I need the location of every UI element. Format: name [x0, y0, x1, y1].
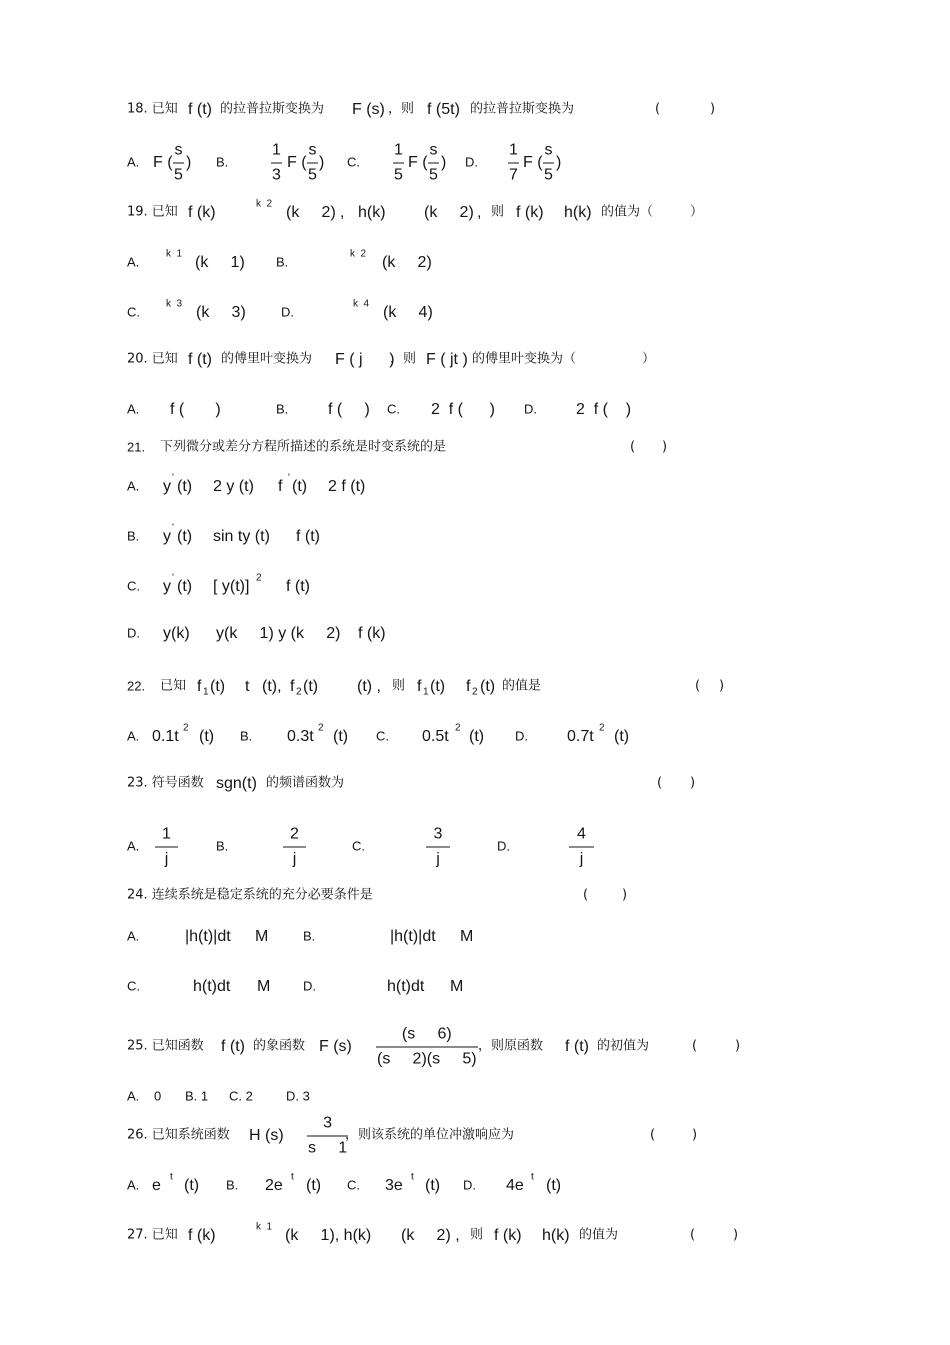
math-expression: 0.7t [567, 727, 594, 745]
math-expression: F (s) [319, 1037, 352, 1055]
math-expression: f (k) [358, 624, 386, 642]
question-text: 的傅里叶变换为 [221, 351, 313, 367]
question-lead: 18. 已知 [127, 101, 178, 117]
question-text: 下列微分或差分方程所描述的系统是时变系统的是 [160, 439, 447, 455]
fraction [376, 1026, 478, 1069]
fraction-denominator: j [292, 850, 297, 868]
option-label: C. [347, 154, 360, 170]
answer-bracket-close: ) [733, 1227, 739, 1243]
option-label: D. [465, 154, 478, 170]
superscript: t [411, 1171, 414, 1183]
superscript: 2 [183, 722, 189, 734]
math-expression: h(k) [358, 203, 386, 221]
option-label: D. [515, 728, 528, 744]
math-expression: f (t) [286, 577, 310, 595]
math-expression: (t) [425, 1176, 441, 1194]
math-expression: [ y(t)] [213, 577, 250, 595]
question-text: 的值为 [579, 1227, 619, 1243]
math-expression: (t), [262, 677, 282, 695]
math-expression: 2 f ( ) [431, 400, 496, 418]
question-text: 已知 [160, 678, 187, 694]
math-expression: f [197, 677, 202, 695]
question-text: 则 [491, 204, 505, 220]
answer-bracket-open: ( [655, 101, 661, 117]
math-expression: f [466, 677, 471, 695]
math-expression: f (t) [188, 100, 212, 118]
question-text: 的拉普拉斯变换为 [220, 101, 325, 117]
math-expression: 0.1t [152, 727, 179, 745]
fraction-numerator: 1 [155, 826, 178, 848]
fraction [569, 826, 594, 869]
math-expression: sgn(t) [216, 774, 257, 792]
fraction [508, 142, 519, 185]
fraction [155, 826, 178, 869]
option-label: B. [216, 838, 229, 854]
math-expression: h(t)dt [387, 977, 425, 995]
answer-bracket-close: ) [719, 678, 725, 694]
option-label: C. [347, 1177, 360, 1193]
fraction-denominator: 5 [429, 166, 438, 184]
question-text: ，则该系统的单位冲激响应为 [345, 1127, 515, 1143]
math-expression: f (k) [494, 1226, 522, 1244]
math-expression: (t) , [357, 677, 381, 695]
math-expression: (t) [210, 677, 226, 695]
fraction [271, 142, 282, 185]
math-expression: (t) [469, 727, 485, 745]
option-label: C. [127, 578, 140, 594]
fraction [428, 142, 439, 185]
superscript: k 1 [166, 248, 183, 260]
math-expression: h(t)dt [193, 977, 231, 995]
superscript: k 2 [350, 248, 367, 260]
option-label: A. [127, 254, 140, 270]
math-expression: (k 2) [424, 203, 474, 221]
option-label: A. [127, 478, 140, 494]
fraction-denominator: 5 [544, 166, 553, 184]
math-expression: f (k) [188, 203, 216, 221]
math-expression: (t) [306, 1176, 322, 1194]
math-expression: M [450, 977, 464, 995]
math-expression: (t) [333, 727, 349, 745]
question-text: 的初值为 [597, 1038, 650, 1054]
math-expression: h(k) [564, 203, 592, 221]
answer-bracket-open: ( [657, 775, 663, 791]
option-label: A. [127, 1177, 140, 1193]
superscript: k 1 [256, 1221, 273, 1233]
math-expression: F ( [408, 153, 428, 171]
superscript: t [291, 1171, 294, 1183]
option-label: C. [127, 304, 140, 320]
answer-bracket-open: ( [583, 887, 589, 903]
math-expression: ) [441, 153, 447, 171]
math-expression: |h(t)|dt [390, 927, 436, 945]
math-expression: F ( [287, 153, 307, 171]
math-expression: sin ty (t) [213, 527, 270, 545]
answer-bracket-close: ） [642, 351, 656, 367]
math-expression: f [290, 677, 295, 695]
option-label: A. [127, 728, 140, 744]
fraction-denominator: 5 [308, 166, 317, 184]
superscript: 2 [599, 722, 605, 734]
fraction-denominator: 3 [272, 166, 281, 184]
question-lead: 24. 连续系统是稳定系统的充分必要条件是 [127, 887, 373, 903]
math-expression: h(k) [542, 1226, 570, 1244]
math-expression: f (t) [188, 350, 212, 368]
math-expression: (t) [430, 677, 446, 695]
subscript: 1 [203, 686, 209, 698]
option-c: C. 2 [229, 1088, 253, 1104]
option-label: B. [226, 1177, 239, 1193]
math-expression: , [340, 203, 345, 221]
fraction-numerator: 3 [307, 1115, 348, 1137]
superscript: 2 [455, 722, 461, 734]
answer-bracket-close: ) [690, 775, 696, 791]
superscript: 2 [318, 722, 324, 734]
prime-mark: ' [288, 472, 290, 484]
option-label: D. [303, 978, 316, 994]
math-expression: |h(t)|dt [185, 927, 231, 945]
fraction-numerator: 4 [569, 826, 594, 848]
math-expression: y(k) [163, 624, 190, 642]
answer-bracket-open: ( [690, 1227, 696, 1243]
math-expression: (k 2) [382, 253, 432, 271]
math-expression: (t) [177, 527, 193, 545]
option-label: A. [127, 154, 140, 170]
option-label: A. [127, 928, 140, 944]
answer-bracket-open: ( [692, 1038, 698, 1054]
question-lead: 25. 已知函数 [127, 1038, 204, 1054]
math-expression: (t) [184, 1176, 200, 1194]
math-expression: 2e [265, 1176, 283, 1194]
math-expression: 2 f ( ) [576, 400, 632, 418]
fraction-numerator: 1 [393, 142, 404, 164]
superscript: t [531, 1171, 534, 1183]
option-label: B. [276, 254, 289, 270]
math-expression: y(k 1) y (k 2) [216, 624, 341, 642]
math-expression: H (s) [249, 1126, 284, 1144]
math-expression: (k 4) [383, 303, 433, 321]
option-label: C. [376, 728, 389, 744]
math-expression: (t) [177, 577, 193, 595]
question-number: 22. [127, 678, 146, 694]
fraction-numerator: s [428, 142, 439, 164]
fraction-denominator: j [436, 850, 440, 868]
subscript: 2 [296, 686, 302, 698]
subscript: 2 [472, 686, 478, 698]
option-value: 0 [154, 1088, 162, 1104]
fraction-numerator: s [543, 142, 554, 164]
fraction [307, 142, 318, 185]
superscript: k 4 [353, 298, 370, 310]
option-label: D. [281, 304, 294, 320]
option-label: B. [303, 928, 316, 944]
prime-mark: ' [172, 522, 174, 534]
fraction [307, 1115, 348, 1158]
question-text: 则 [470, 1227, 484, 1243]
math-expression: f (5t) [427, 100, 460, 118]
fraction-numerator: 2 [283, 826, 306, 848]
math-expression: f (k) [188, 1226, 216, 1244]
fraction-denominator: j [164, 850, 169, 868]
math-expression: F ( jt ) [426, 350, 468, 368]
math-expression: f ( ) [170, 400, 221, 418]
option-label: B. [240, 728, 253, 744]
answer-bracket-open: ( [630, 439, 636, 455]
option-label: B. [127, 528, 140, 544]
math-expression: f (t) [221, 1037, 245, 1055]
question-lead: 27. 已知 [127, 1227, 178, 1243]
math-expression: 2 f (t) [328, 477, 366, 495]
option-label: D. [463, 1177, 476, 1193]
fraction-numerator: s [307, 142, 318, 164]
fraction [393, 142, 404, 185]
math-expression: y [163, 577, 171, 595]
fraction [283, 826, 306, 869]
fraction-denominator: 7 [509, 166, 518, 184]
math-expression: (k 2) [286, 203, 336, 221]
math-expression: 4e [506, 1176, 524, 1194]
math-expression: 2 y (t) [213, 477, 254, 495]
prime-mark: ' [172, 572, 174, 584]
fraction-denominator: (s 2)(s 5) [377, 1050, 477, 1068]
option-label: B. [216, 154, 229, 170]
math-expression: f (k) [516, 203, 544, 221]
answer-bracket-close: ) [692, 1127, 698, 1143]
question-lead: 20. 已知 [127, 351, 178, 367]
math-expression: f [417, 677, 422, 695]
answer-bracket-close: ) [662, 439, 668, 455]
question-text: 的频谱函数为 [266, 775, 345, 791]
fraction [543, 142, 554, 185]
fraction-denominator: j [579, 850, 584, 868]
option-d: D. 3 [286, 1088, 310, 1104]
question-text: ，则原函数 [478, 1038, 544, 1054]
superscript: t [170, 1171, 173, 1183]
math-expression: f [278, 477, 283, 495]
option-label: B. [276, 401, 289, 417]
option-label: A. [127, 838, 140, 854]
fraction [426, 826, 450, 869]
math-expression: 0.3t [287, 727, 314, 745]
question-text: ，则 [390, 351, 417, 367]
math-expression: F ( [153, 153, 173, 171]
question-text: 的象函数 [253, 1038, 306, 1054]
question-lead: 19. 已知 [127, 204, 178, 220]
math-expression: M [255, 927, 269, 945]
prime-mark: ' [172, 472, 174, 484]
option-label: D. [497, 838, 510, 854]
superscript: k 2 [256, 198, 273, 210]
math-expression: ) [556, 153, 562, 171]
question-text: 则 [392, 678, 406, 694]
math-expression: (t) [546, 1176, 562, 1194]
math-expression: F (s) [352, 100, 385, 118]
fraction-numerator: (s 6) [376, 1026, 478, 1048]
fraction-numerator: s [173, 142, 184, 164]
math-expression: ) [186, 153, 192, 171]
question-text: 的拉普拉斯变换为 [470, 101, 575, 117]
option-b: B. 1 [185, 1088, 209, 1104]
math-expression: F ( [523, 153, 543, 171]
fraction [173, 142, 184, 185]
math-expression: 3e [385, 1176, 403, 1194]
question-lead: 23. 符号函数 [127, 775, 204, 791]
question-text: 的傅里叶变换为（ [472, 351, 577, 367]
answer-bracket-close: ) [622, 887, 628, 903]
math-expression: (t) [303, 677, 319, 695]
question-text: 的值为（ [601, 204, 654, 220]
math-expression: 0.5t [422, 727, 449, 745]
question-text: ，则 [388, 101, 415, 117]
option-label: D. [524, 401, 537, 417]
superscript: 2 [256, 572, 262, 584]
math-expression: , [477, 203, 482, 221]
option-label: A. [127, 401, 140, 417]
math-expression: (t) [292, 477, 308, 495]
math-expression: (t) [199, 727, 215, 745]
option-label: C. [127, 978, 140, 994]
fraction-numerator: 3 [426, 826, 450, 848]
math-expression: f ( ) [328, 400, 370, 418]
option-label: A. [127, 1088, 140, 1104]
math-expression: e [152, 1176, 161, 1194]
answer-bracket-open: ( [650, 1127, 656, 1143]
math-expression: y [163, 527, 171, 545]
subscript: 1 [423, 686, 429, 698]
question-lead: 26. 已知系统函数 [127, 1127, 230, 1143]
fraction-denominator: 5 [174, 166, 183, 184]
math-expression: M [460, 927, 474, 945]
math-expression: (k 1) [195, 253, 245, 271]
math-expression: (t) [614, 727, 630, 745]
superscript: k 3 [166, 298, 183, 310]
answer-bracket-open: ( [695, 678, 701, 694]
fraction-numerator: 1 [508, 142, 519, 164]
answer-bracket-close: ) [710, 101, 716, 117]
math-expression: M [257, 977, 271, 995]
math-expression: F ( j ) [335, 350, 395, 368]
math-expression: (k 1), h(k) [285, 1226, 372, 1244]
fraction-numerator: 1 [271, 142, 282, 164]
option-label: C. [352, 838, 365, 854]
fraction-denominator: s 1 [308, 1139, 348, 1157]
math-expression: t [245, 677, 250, 695]
math-expression: (k 2) , [401, 1226, 460, 1244]
math-expression: ) [319, 153, 325, 171]
answer-bracket-close: ) [735, 1038, 741, 1054]
question-text: 的值是 [502, 678, 542, 694]
answer-bracket-close: ） [690, 204, 704, 220]
math-expression: f (t) [296, 527, 320, 545]
fraction-denominator: 5 [394, 166, 403, 184]
option-label: C. [387, 401, 400, 417]
math-expression: y [163, 477, 171, 495]
math-expression: f (t) [565, 1037, 589, 1055]
question-number: 21. [127, 439, 146, 455]
math-expression: (t) [177, 477, 193, 495]
math-expression: (k 3) [196, 303, 246, 321]
option-label: D. [127, 625, 140, 641]
math-expression: (t) [480, 677, 496, 695]
